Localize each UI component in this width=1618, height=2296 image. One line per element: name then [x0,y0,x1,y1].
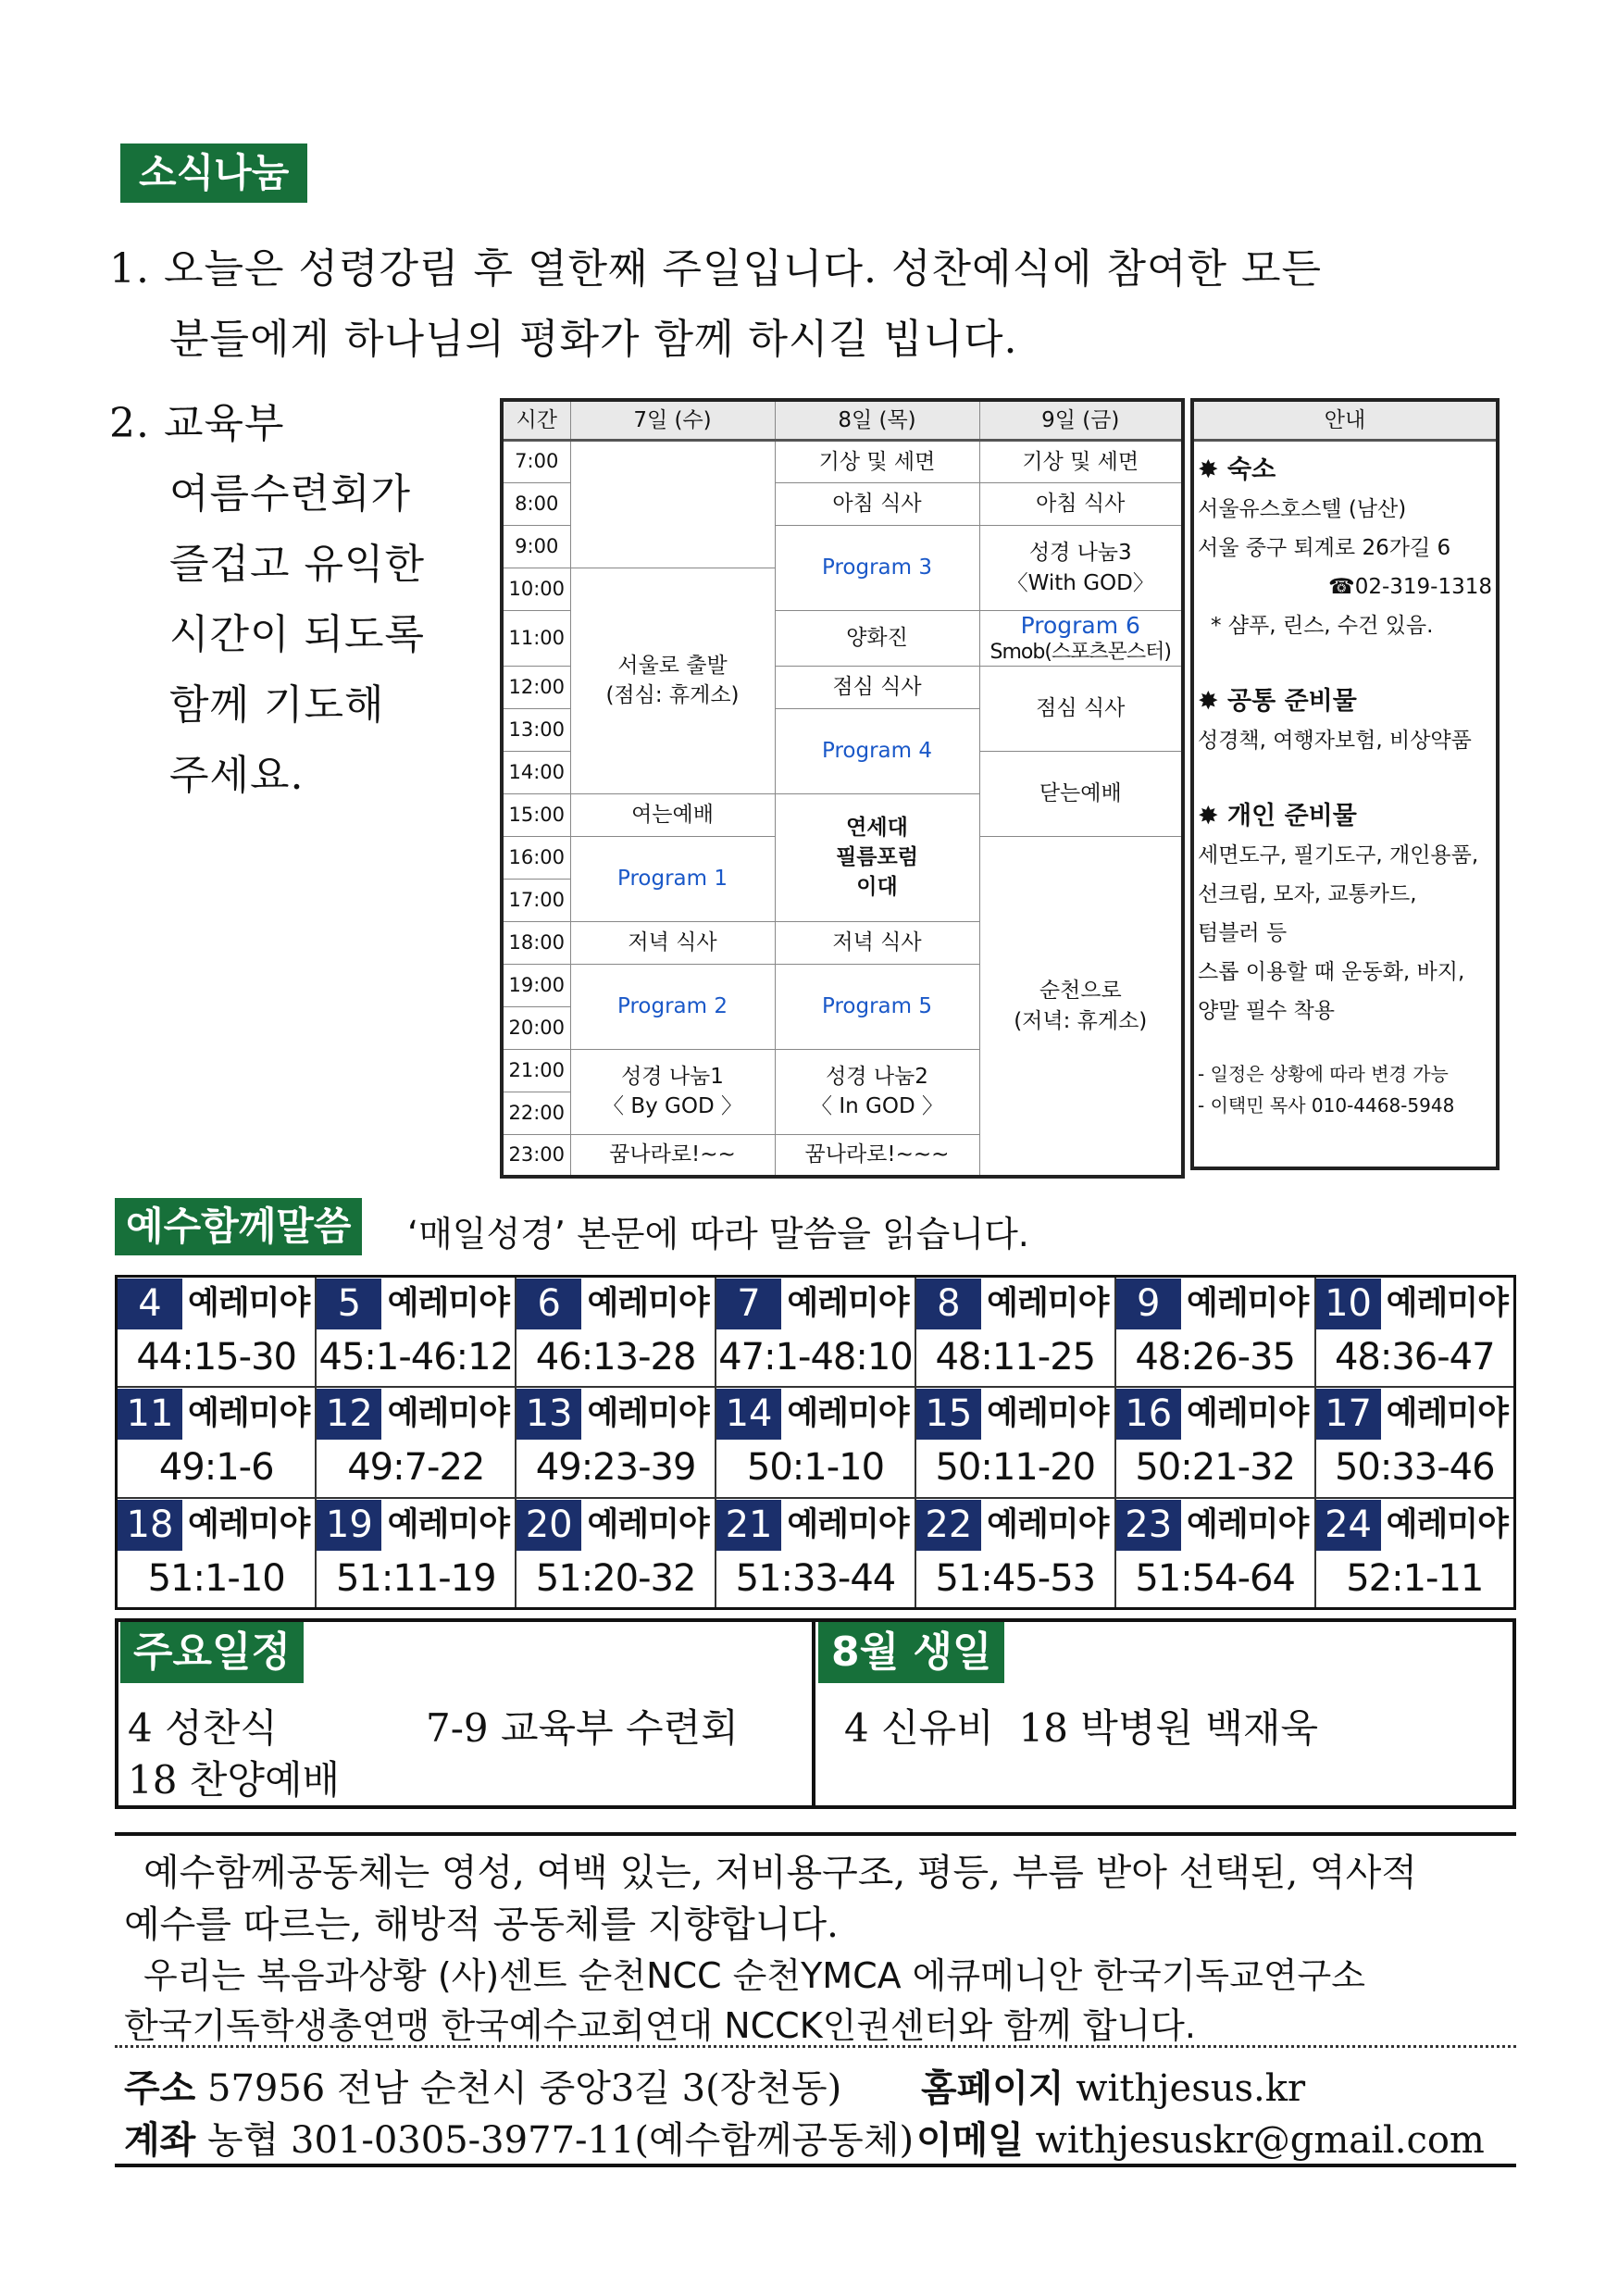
personal-title: ✸ 개인 준비물 [1198,802,1357,830]
slot-d7-dinner: 저녁 식사 [570,921,775,964]
reading-book: 예레미야 [781,1500,915,1551]
news-item-2 [109,389,425,811]
reading-cell [117,1498,317,1609]
reading-cell [316,1498,516,1609]
news-item-2-line: 즐겁고 유익한 [169,541,426,588]
common-title: ✸ 공통 준비물 [1198,687,1357,716]
guide-box [1190,398,1500,1170]
homepage-row [921,2059,1305,2112]
reading-day: 24 [1316,1500,1381,1551]
address-row [124,2059,841,2112]
homepage-link[interactable]: withjesus.kr [1076,2067,1306,2110]
slot-d8-lunch: 점심 식사 [775,666,979,708]
lodging-note: * 샴푸, 린스, 수건 있음. [1211,614,1434,638]
reading-cell [1115,1498,1315,1609]
partners-line: 한국기독학생총연맹 한국예수교회연대 NCCK인권센터와 함께 합니다. [124,2005,1196,2046]
reading-head [118,1500,315,1551]
depart-title: 서울로 출발 [617,654,728,679]
reading-verse: 50:33-46 [1334,1446,1495,1490]
slot-d9-lunch: 점심 식사 [979,666,1183,751]
reading-verse: 49:23-39 [535,1446,696,1490]
reading-day: 19 [317,1500,381,1551]
lodging-title: ✸ 숙소 [1198,455,1276,484]
time-cell: 13:00 [502,708,570,751]
mission-line: 예수함께공동체는 영성, 여백 있는, 저비용구조, 평등, 부름 받아 선택된, 역사적 [143,1852,1417,1894]
birthdays-text: 4 신유비 18 박병원 백재욱 [844,1705,1319,1751]
reading-verse: 48:36-47 [1334,1336,1495,1379]
yonsei-line: 필름포럼 [836,845,918,870]
reading-head [916,1389,1114,1440]
reading-head [517,1389,715,1440]
time-cell: 10:00 [502,568,570,611]
share-3-sub: 〈With GOD〉 [1006,570,1154,595]
reading-head [1316,1500,1513,1551]
reading-day: 13 [517,1389,581,1440]
time-cell: 20:00 [502,1006,570,1049]
reading-day: 4 [118,1279,182,1329]
news-tag: 소식나눔 [120,144,307,203]
common-items: 성경책, 여행자보험, 비상약품 [1198,729,1472,753]
share-3-title: 성경 나눔3 [1028,541,1132,566]
reading-book: 예레미야 [981,1279,1114,1329]
reading-book: 예레미야 [981,1389,1114,1440]
homepage-label: 홈페이지 [921,2067,1064,2110]
reading-day: 12 [317,1389,381,1440]
col-header-day8: 8일 (목) [775,400,979,441]
reading-verse: 51:54-64 [1135,1556,1295,1600]
reading-head [517,1279,715,1329]
yonsei-line: 이대 [856,875,898,900]
slot-d7-dream: 꿈나라로!~~ [570,1134,775,1177]
reading-verse: 51:20-32 [535,1556,696,1600]
slot-d7-share-1 [570,1049,775,1134]
reading-book: 예레미야 [981,1500,1114,1551]
word-tag: 예수함께말씀 [115,1198,362,1255]
lodging-line: 서울유스호스텔 (남산) [1198,497,1407,521]
reading-verse: 51:1-10 [147,1556,285,1600]
reading-book: 예레미야 [1381,1279,1513,1329]
reading-cell [516,1387,716,1497]
bible-reading-table [115,1275,1516,1610]
time-cell: 14:00 [502,751,570,793]
reading-verse: 51:45-53 [935,1556,1096,1600]
footer-bottom-rule [115,2164,1516,2167]
reading-verse: 49:1-6 [158,1446,274,1490]
reading-cell [1315,1277,1515,1388]
time-cell: 9:00 [502,526,570,568]
reading-verse: 46:13-28 [535,1336,696,1379]
reading-book: 예레미야 [381,1279,515,1329]
time-cell: 16:00 [502,836,570,879]
reading-head [317,1389,515,1440]
time-cell: 12:00 [502,666,570,708]
reading-day: 20 [517,1500,581,1551]
share-2-title: 성경 나눔2 [826,1065,928,1090]
reading-book: 예레미야 [781,1389,915,1440]
reading-day: 18 [118,1500,182,1551]
reading-day: 16 [1116,1389,1181,1440]
reading-day: 7 [716,1279,781,1329]
time-cell: 23:00 [502,1134,570,1177]
share-1-title: 성경 나눔1 [621,1065,724,1090]
share-1-sub: 〈 By GOD 〉 [603,1094,742,1119]
slot-d9-closing: 닫는예배 [979,751,1183,836]
slot-d7-program-1: Program 1 [570,836,775,921]
partners-line: 우리는 복음과상황 (사)센트 순천NCC 순천YMCA 에큐메니안 한국기독교연구소 [143,1955,1365,1996]
smob-label: Smob(스포츠몬스터) [989,641,1171,665]
reading-cell [716,1498,915,1609]
guide-header: 안내 [1194,402,1496,442]
personal-line: 선크림, 모자, 교통카드, [1198,882,1417,906]
time-cell: 17:00 [502,879,570,921]
reading-day: 15 [916,1389,981,1440]
reading-head [716,1389,915,1440]
reading-cell [516,1277,716,1388]
reading-day: 9 [1116,1279,1181,1329]
reading-head [118,1389,315,1440]
slot-d8-share-2 [775,1049,979,1134]
account-value: 농협 301-0305-3977-11(예수함께공동체) [207,2119,915,2162]
share-2-sub: 〈 In GOD 〉 [811,1094,943,1119]
slot-d7-program-2: Program 2 [570,964,775,1049]
reading-verse: 50:11-20 [935,1446,1096,1490]
reading-cell [316,1277,516,1388]
mission-line: 예수를 따르는, 해방적 공동체를 지향합니다. [124,1903,839,1946]
reading-book: 예레미야 [581,1389,715,1440]
empty-cell [570,441,775,568]
time-cell: 19:00 [502,964,570,1006]
reading-cell [516,1498,716,1609]
email-label: 이메일 [916,2119,1024,2162]
reading-head [1116,1389,1314,1440]
reading-cell [915,1277,1115,1388]
reading-head [1316,1389,1513,1440]
slot-d8-wake: 기상 및 세면 [775,441,979,483]
account-row [124,2111,914,2164]
personal-line: 스롭 이용할 때 운동화, 바지, [1198,960,1465,984]
reading-cell [316,1387,516,1497]
slot-d9-share-3 [979,526,1183,611]
slot-d8-program-5: Program 5 [775,964,979,1049]
time-cell: 11:00 [502,611,570,667]
reading-verse: 47:1-48:10 [718,1336,913,1379]
slot-d8-dinner: 저녁 식사 [775,921,979,964]
reading-head [118,1279,315,1329]
news-item-2-line: 시간이 되도록 [169,611,426,658]
slot-d8-program-3: Program 3 [775,526,979,611]
events-tag: 주요일정 [120,1622,304,1683]
reading-cell [1115,1277,1315,1388]
reading-day: 8 [916,1279,981,1329]
address-label: 주소 [124,2067,196,2110]
reading-verse: 49:7-22 [347,1446,485,1490]
retreat-schedule-table [500,398,1185,1179]
reading-verse: 45:1-46:12 [318,1336,514,1379]
guide-note: - 이택민 목사 010-4468-5948 [1198,1094,1455,1117]
reading-book: 예레미야 [1181,1279,1314,1329]
reading-cell [1315,1498,1515,1609]
reading-day: 21 [716,1500,781,1551]
reading-verse: 50:1-10 [746,1446,885,1490]
reading-cell [117,1387,317,1497]
time-cell: 21:00 [502,1049,570,1092]
reading-day: 17 [1316,1389,1381,1440]
slot-d9-return [979,836,1183,1177]
reading-book: 예레미야 [581,1500,715,1551]
event-item: 4 성찬식 [128,1705,278,1751]
time-cell: 22:00 [502,1092,570,1134]
reading-verse: 50:21-32 [1135,1446,1295,1490]
personal-line: 세면도구, 필기도구, 개인용품, [1198,843,1479,867]
reading-verse: 51:33-44 [735,1556,896,1600]
email-row [916,2111,1485,2164]
col-header-day7: 7일 (수) [570,400,775,441]
slot-d8-dream: 꿈나라로!~~~ [775,1134,979,1177]
reading-book: 예레미야 [182,1389,315,1440]
reading-day: 14 [716,1389,781,1440]
news-item-2-line: 함께 기도해 [169,681,385,729]
reading-cell [117,1277,317,1388]
reading-book: 예레미야 [581,1279,715,1329]
event-item: 18 찬양예배 [128,1757,341,1803]
col-header-day9: 9일 (금) [979,400,1183,441]
reading-book: 예레미야 [1381,1500,1513,1551]
reading-head [317,1279,515,1329]
reading-day: 6 [517,1279,581,1329]
return-title: 순천으로 [1039,979,1122,1004]
time-cell: 15:00 [502,793,570,836]
personal-line: 텀블러 등 [1198,921,1288,945]
reading-verse: 51:11-19 [335,1556,496,1600]
word-description: ‘매일성경’ 본문에 따라 말씀을 읽습니다. [407,1214,1029,1254]
reading-cell [915,1498,1115,1609]
reading-head [716,1500,915,1551]
events-divider [812,1618,815,1809]
reading-book: 예레미야 [1181,1500,1314,1551]
birthdays-tag: 8월 생일 [818,1622,1004,1683]
account-label: 계좌 [124,2119,196,2162]
slot-d8-yanghwajin: 양화진 [775,611,979,667]
guide-body [1194,442,1496,1125]
slot-d8-breakfast: 아침 식사 [775,483,979,526]
reading-book: 예레미야 [381,1389,515,1440]
reading-head [1316,1279,1513,1329]
reading-book: 예레미야 [381,1500,515,1551]
guide-note: - 일정은 상황에 따라 변경 가능 [1198,1063,1449,1085]
slot-d7-depart [570,568,775,794]
depart-sub: (점심: 휴게소) [605,683,740,708]
reading-cell [1315,1387,1515,1497]
reading-head [317,1500,515,1551]
reading-book: 예레미야 [1381,1389,1513,1440]
lodging-phone: ☎02-319-1318 [1328,575,1492,599]
slot-d9-program-6 [979,611,1183,667]
footer-dotted-rule [115,2045,1516,2048]
time-cell: 8:00 [502,483,570,526]
reading-day: 11 [118,1389,182,1440]
reading-book: 예레미야 [1181,1389,1314,1440]
reading-head [1116,1500,1314,1551]
reading-head [1116,1279,1314,1329]
lodging-line: 서울 중구 퇴계로 26가길 6 [1198,536,1451,560]
slot-d9-breakfast: 아침 식사 [979,483,1183,526]
reading-cell [915,1387,1115,1497]
news-item-2-line: 여름수련회가 [169,470,412,518]
reading-verse: 52:1-11 [1346,1556,1484,1600]
address-value: 57956 전남 순천시 중앙3길 3(장천동) [207,2067,842,2110]
event-item: 7-9 교육부 수련회 [426,1705,739,1751]
slot-d9-wake: 기상 및 세면 [979,441,1183,483]
footer-top-rule [115,1832,1516,1836]
reading-verse: 44:15-30 [136,1336,296,1379]
return-sub: (저녁: 휴게소) [1014,1008,1148,1033]
reading-verse: 48:11-25 [935,1336,1096,1379]
news-item-1-line-1: 1. 오늘은 성령강림 후 열한째 주일입니다. 성찬예식에 참여한 모든 [109,245,1322,293]
reading-cell [716,1387,915,1497]
reading-head [716,1279,915,1329]
email-link[interactable]: withjesuskr@gmail.com [1035,2119,1485,2162]
slot-d8-program-4: Program 4 [775,708,979,793]
news-item-2-line: 주세요. [169,752,305,799]
reading-book: 예레미야 [182,1500,315,1551]
reading-verse: 48:26-35 [1135,1336,1295,1379]
reading-book: 예레미야 [781,1279,915,1329]
time-cell: 18:00 [502,921,570,964]
reading-day: 23 [1116,1500,1181,1551]
reading-day: 5 [317,1279,381,1329]
time-cell: 7:00 [502,441,570,483]
news-item-2-line: 2. 교육부 [109,400,285,447]
reading-head [916,1500,1114,1551]
reading-book: 예레미야 [182,1279,315,1329]
reading-day: 22 [916,1500,981,1551]
yonsei-line: 연세대 [846,815,908,840]
program-6-label: Program 6 [1020,612,1140,639]
personal-line: 양말 필수 착용 [1198,999,1335,1023]
slot-d8-yonsei [775,793,979,921]
reading-cell [1115,1387,1315,1497]
col-header-time: 시간 [502,400,570,441]
news-item-1-line-2: 분들에게 하나님의 평화가 함께 하시길 빕니다. [169,316,1018,363]
reading-day: 10 [1316,1279,1381,1329]
reading-head [916,1279,1114,1329]
reading-cell [716,1277,915,1388]
slot-d7-opening: 여는예배 [570,793,775,836]
reading-head [517,1500,715,1551]
